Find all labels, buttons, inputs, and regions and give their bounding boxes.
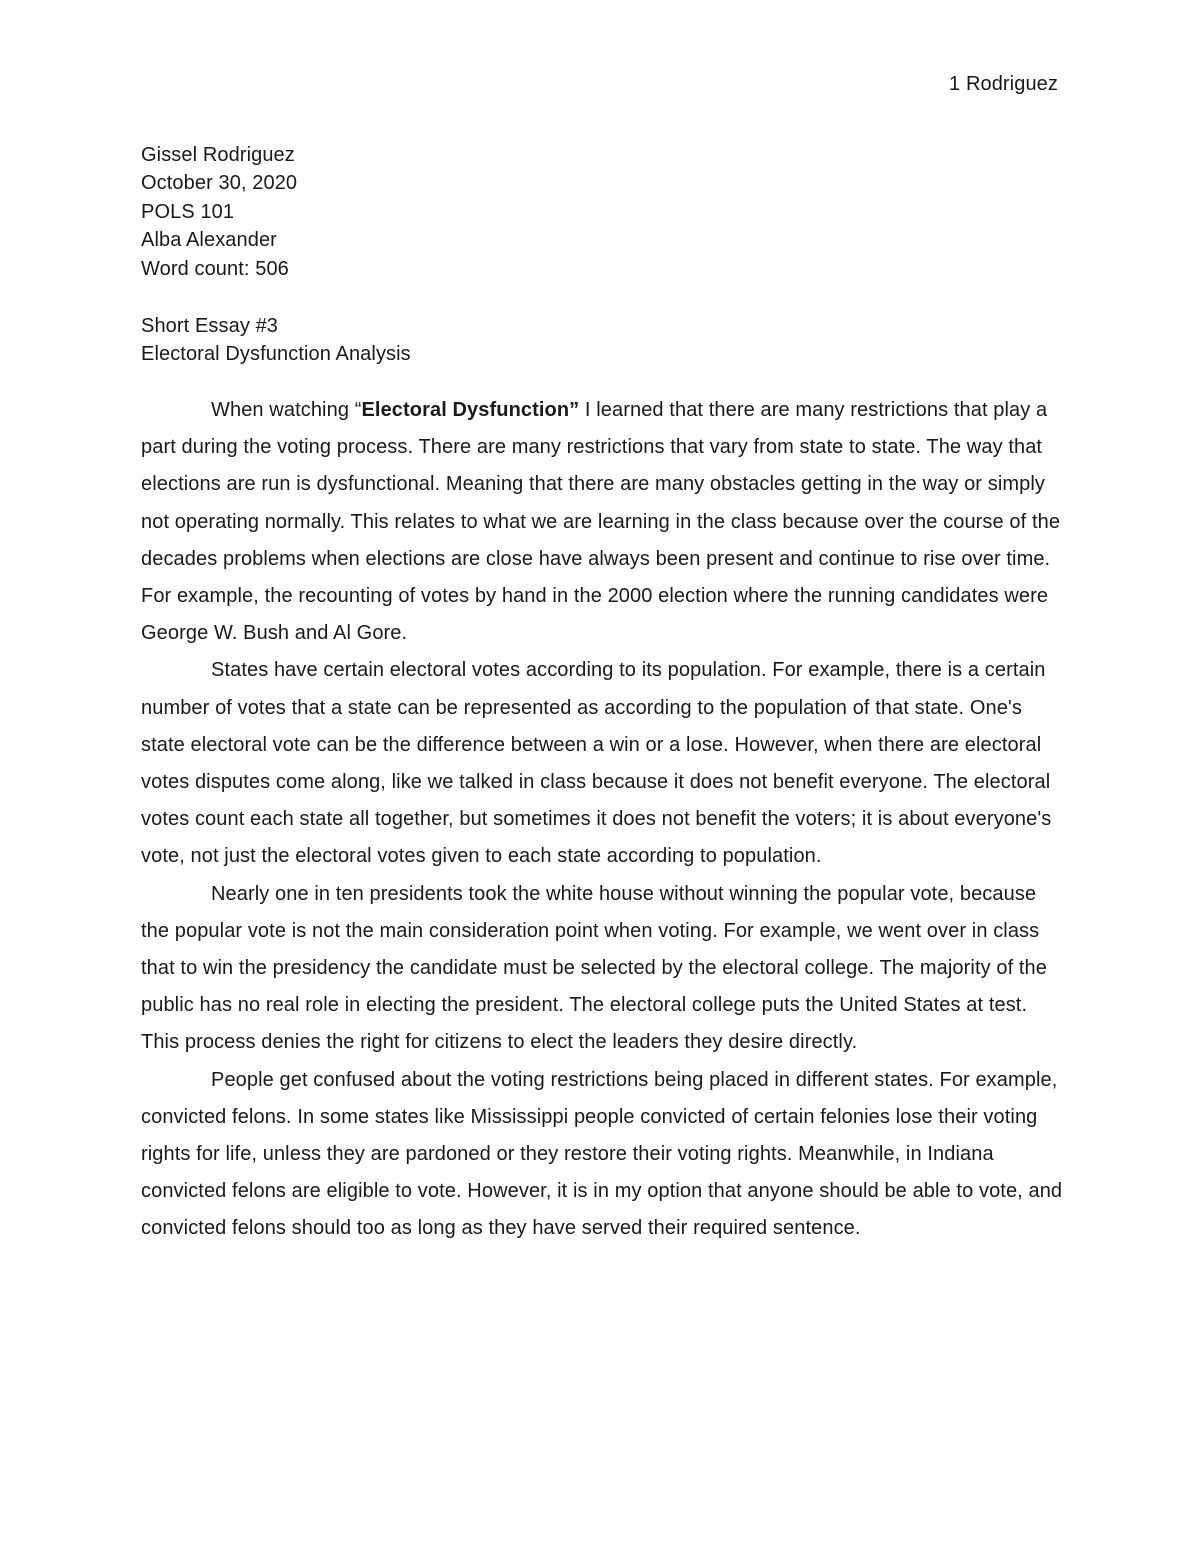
page-header: [949, 70, 1058, 98]
film-title: Electoral Dysfunction”: [361, 399, 580, 421]
essay-body: [141, 392, 1063, 1248]
paragraph-1: [141, 392, 1063, 652]
essay-date: October 30, 2020: [141, 172, 298, 195]
mla-heading: [141, 141, 297, 283]
page-number: 1: [949, 73, 961, 95]
paragraph-2: States have certain electoral votes according to its population. For example, there is a certain number of votes that a state can be represented as according to the population of that state. One's state electoral vote can be the difference between a win or a lose. However, when there are electoral votes disputes come along, like we talked in class because it does not benefit everyone. The electoral votes count each state all together, but sometimes it does not benefit the voters; it is about everyone's vote, not just the electoral votes given to each state according to population.: [141, 659, 1052, 868]
student-name: Gissel Rodriguez: [141, 144, 295, 166]
paragraph-1-intro: When watching “: [211, 399, 362, 421]
paragraph-4: People get confused about the voting restrictions being placed in different states. For example, convicted felons. In some states like Mississippi people convicted of certain felonies lose their voting rights for life, unless they are pardoned or they restore their voting rights. Meanwhile, in Indiana convicted felons are eligible to vote. However, it is in my option that anyone should be able to vote, and convicted felons should too as long as they have served their required sentence.: [141, 1068, 1063, 1240]
instructor-name: Alba Alexander: [141, 229, 277, 252]
essay-title: Short Essay #3: [141, 315, 279, 337]
word-count: Word count: 506: [141, 257, 289, 280]
essay-subtitle: Electoral Dysfunction Analysis: [141, 343, 411, 366]
course-name: POLS 101: [141, 200, 235, 223]
paragraph-3: Nearly one in ten presidents took the white house without winning the popular vote, because the popular vote is not the main consideration point when voting. For example, we went over in class that to win the presidency the candidate must be selected by the electoral college. The majority of the public has no real role in electing the president. The electoral college puts the United States at test. This process denies the right for citizens to elect the leaders they desire directly.: [141, 882, 1048, 1054]
header-surname: Rodriguez: [965, 73, 1058, 95]
essay-title-block: [141, 312, 411, 369]
paragraph-1-text: I learned that there are many restrictions that play a part during the voting process. There are many restrictions that vary from state to state. The way that elections are run is dysfunctional. Meaning that there are many obstacles getting in the way or simply not operating normally. This relates to what we are learning in the class because over the course of the decades problems when elections are close have always been present and continue to rise over time. For example, the recounting of votes by hand in the 2000 election where the running candidates were George W. Bush and Al Gore.: [141, 399, 1061, 645]
